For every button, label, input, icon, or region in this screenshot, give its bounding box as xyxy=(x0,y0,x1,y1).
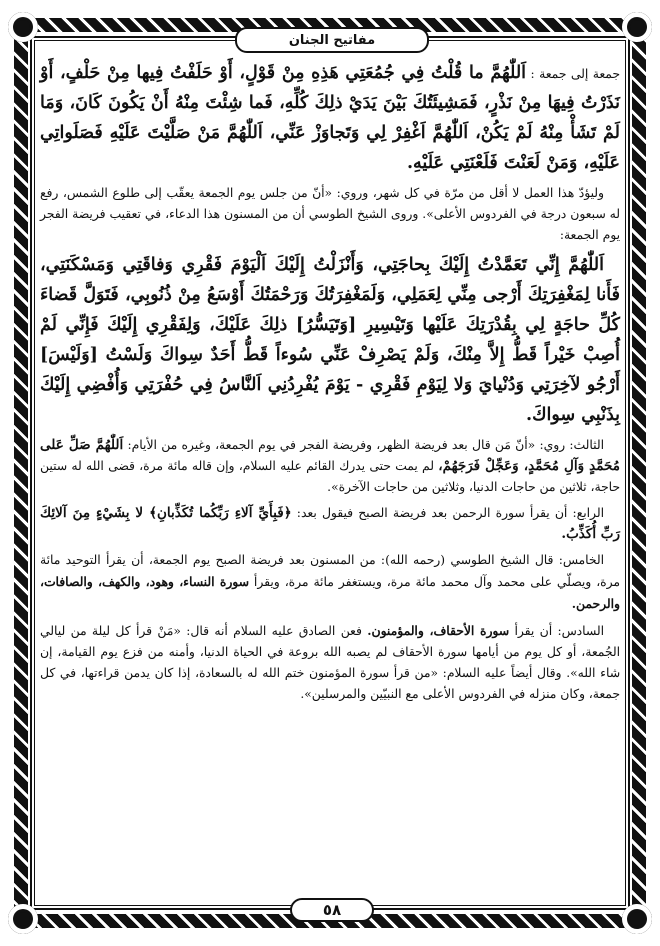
paragraph-4-prayer: اَللّٰهُمَّ صَلِّ عَلى مُحَمَّدٍ وَآلِ مُحَمَّدٍ، وَعَجِّلْ فَرَجَهُمْ، xyxy=(40,437,620,474)
page-content xyxy=(40,58,620,878)
page-number: ٥٨ xyxy=(290,898,374,922)
paragraph-6 xyxy=(40,550,620,615)
paragraph-4-suffix: لم يمت حتى يدرك القائم عليه السلام، وإن قاله مائة مرة، قضى الله له ستين حاجة، ثلاثين من حاجات الدنيا، وثلاثين من حاجات الآخرة». xyxy=(40,459,620,494)
paragraph-5-prefix: الرابع: أن يقرأ سورة الرحمن بعد فريضة الصبح فيقول بعد: xyxy=(291,506,604,520)
paragraph-2: وليؤدّ هذا العمل لا أقل من مرّة في كل شهر، وروي: «أنّ من جلس يوم الجمعة يعقّب إلى طلوع الشمس، رفع له سبعون درجة في الفردوس الأعلى». وروى الشيخ الطوسي أن من المسنون هذا الدعاء، في تعقيب فريضة الفجر يوم الجمعة: xyxy=(40,186,620,242)
paragraph-5-prayer: ﴿فَبِأَيِّ آلاءِ رَبِّكُما تُكَذِّبانِ﴾ لا بِشَيْءٍ مِنَ آلائِكَ رَبِّ أُكَذِّبُ. xyxy=(40,505,620,542)
paragraph-4-prefix: الثالث: روي: «أنّ مَن قال بعد فريضة الظهر، وفريضة الفجر في يوم الجمعة، وغيره من الأيام: xyxy=(123,438,604,452)
paragraph-3-prayer: اَللّٰهُمَّ إِنِّي تَعَمَّدْتُ إِلَيْكَ بِحاجَتِي، وَأَنْزَلْتُ إِلَيْكَ اَلْيَوْمَ فَقْرِي وَفاقَتِي وَمَسْكَنَتِي، فَأَنا لِمَغْفِرَتِكَ أَرْجى مِنِّي لِعَمَلِي، وَلَمَغْفِرَتُكَ وَرَحْمَتُكَ أَوْسَعُ مِنْ ذُنُوبِي، فَتَوَلَّ قَضاءَ كُلِّ حاجَةٍ لِي بِقُدْرَتِكَ عَلَيْها وَتَيْسِيرِ [وَتَيَسُّرُ] ذلِكَ عَلَيْكَ، وَلِفَقْرِي إِلَيْكَ فَإِنِّي لَمْ أُصِبْ خَيْراً قَطُّ إِلاَّ مِنْكَ، وَلَمْ يَصْرِفْ عَنِّي سُوءاً قَطُّ أَحَدٌ سِواكَ وَلَسْتُ [وَلَيْسَ] أَرْجُو لآخِرَتِي وَدُنْيايَ وَلا لِيَوْمِ فَقْرِي - يَوْمَ يُفْرِدُنِي اَلنَّاسُ فِي حُفْرَتِي وَأُفْضِي إِلَيْكَ بِذَنْبِي سِواكَ. xyxy=(40,255,620,425)
corner-ornament-icon xyxy=(8,12,38,42)
paragraph-1 xyxy=(40,58,620,178)
corner-ornament-icon xyxy=(8,904,38,934)
paragraph-1-prayer: اَللّٰهُمَّ ما قُلْتُ فِي جُمُعَتِي هَذِهِ مِنْ قَوْلٍ، أَوْ حَلَفْتُ فِيها مِنْ حَلْفٍ، أَوْ نَذَرْتُ فِيهَا مِنْ نَذْرٍ، فَمَشِيئَتُكَ بَيْنَ يَدَيْ ذلِكَ كُلِّهِ، فَما شِئْتَ مِنْهُ أَنْ يَكُونَ كَانَ، وَمَا لَمْ تَشَأْ مِنْهُ لَمْ يَكُنْ، اَللّٰهُمَّ اَغْفِرْ لِي وَتَجاوَزْ عَنِّي، اَللّٰهُمَّ مَنْ صَلَّيْتَ عَلَيْهِ فَصَلَواتِي عَلَيْهِ، وَمَنْ لَعَنْتَ فَلَعْنَتِي عَلَيْهِ. xyxy=(40,63,620,173)
paragraph-5 xyxy=(40,503,620,545)
paragraph-7 xyxy=(40,620,620,705)
paragraph-7-bold: سورة الأحقاف، والمؤمنون. xyxy=(367,623,510,638)
paragraph-6-prefix: الخامس: قال الشيخ الطوسي (رحمه الله): من المسنون بعد فريضة الصبح يوم الجمعة، أن يقرأ التوحيد مائة مرة، ويصلّي على محمد وآل محمد مائة مرة، ويستغفر مائة مرة، ويقرأ xyxy=(40,553,620,589)
paragraph-4 xyxy=(40,435,620,498)
corner-ornament-icon xyxy=(622,12,652,42)
paragraph-6-bold: سورة النساء، وهود، والكهف، والصافات، والرحمن. xyxy=(40,574,620,611)
paragraph-1-prefix: جمعة إلى جمعة : xyxy=(526,67,620,81)
page-header-title: مفاتيح الجنان xyxy=(235,27,429,53)
corner-ornament-icon xyxy=(622,904,652,934)
paragraph-7-prefix: السادس: أن يقرأ xyxy=(509,624,605,638)
paragraph-7-text: فعن الصادق عليه السلام أنه قال: «مَنْ قرأ كل ليلة من ليالي الجُمعة، أو كل يوم من أيامها سورة الأحقاف لم يصبه الله بروعة في الحياة الدنيا، وأمنه من فزع يوم القيامة، إن شاء الله». وقال أيضاً عليه السلام: «من قرأ سورة المؤمنون ختم الله له بالسعادة، إذا كان يدمن قراءتها، في كل جمعة، وكان منزله في الفردوس الأعلى مع النبيّين والمرسلين». xyxy=(40,624,620,701)
